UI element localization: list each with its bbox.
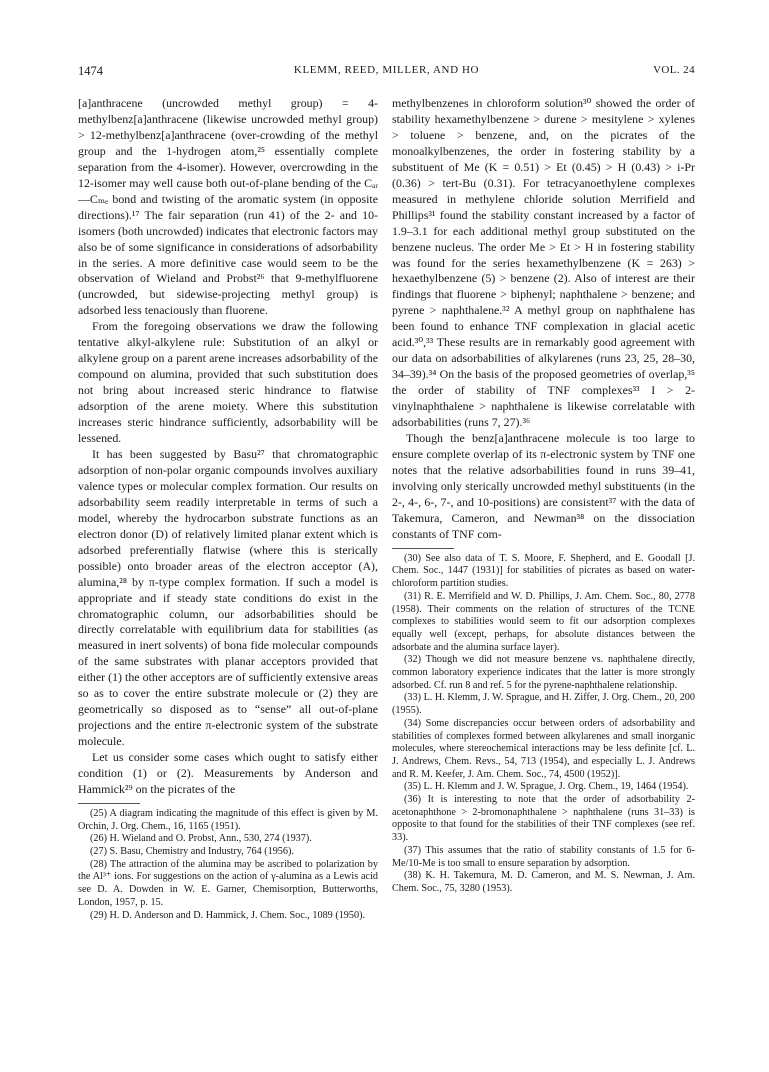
footnote: (33) L. H. Klemm, J. W. Sprague, and H. Ziffer, J. Org. Chem., 20, 200 (1955). xyxy=(392,692,695,717)
running-title: KLEMM, REED, MILLER, AND HO xyxy=(293,64,480,76)
footnote: (37) This assumes that the ratio of stability constants of 1.5 for 6-Me/10-Me is too small to ensure separation by adsorption. xyxy=(392,844,695,869)
body-paragraph: methylbenzenes in chloroform solution³⁰ showed the order of stability hexamethylbenzene > durene > mesitylene > xylenes > toluene > benzene, and, on the picrates of the monoalkylbenzenes, the order in fostering stability by a substituent of Me (K = 0.51) > Et (0.45) > H (0.43) > i-Pr (0.36) > tert-Bu (0.31). For tetracyanoethylene complexes measured in methylene chloride solution Merrifield and Phillips³¹ found the stability constant increased by a factor of 1.9–3.1 for each additional methyl group substituted on the benzene nucleus. The order Me > Et > H in fostering stability was found for the series hexamethylbenzene (K = 263) > hexaethylbenzene (5) > benzene (2). Also of interest are their findings that fluorene > biphenyl; naphthalene > benzene; and pyrene > naphthalene.³² A methyl group on naphthalene has been found to enhance TNF complexation in glacial acetic acid.³⁰,³³ These results are in remarkably good agreement with our data on adsorbabilities of alkylarenes (runs 23, 25, 28–30, 34–39).³⁴ On the basis of the proposed geometries of overlap,³⁵ the order of stability of TNF complexes³³ I > 2-vinylnaphthalene > naphthalene is likewise correlatable with adsorbabilities (runs 7, 27).³⁶ xyxy=(392,96,695,430)
footnote: (30) See also data of T. S. Moore, F. Shepherd, and E. Goodall [J. Chem. Soc., 1447 (1931)] for stabilities of picrates as based on water-chloroform partition studies. xyxy=(392,552,695,590)
body-paragraph: [a]anthracene (uncrowded methyl group) = 4-methylbenz[a]anthracene (likewise uncrowded methyl group) > 12-methylbenz[a]anthracene (over-crowding of the methyl group and the 1-hydrogen atom,²⁵ essentially complete separation from the 4-isomer). However, overcrowding in the 12-isomer may well cause both out-of-plane bending of the Cₐᵣ—Cₘₑ bond and twisting of the aromatic system (in opposite directions).¹⁷ The fair separation (run 41) of the 2- and 10-isomers (both uncrowded) indicates that electronic factors may also be of some significance in considerations of adsorbability in the series. A more definitive case would seem to be the observation of Wieland and Probst²⁶ that 9-methylfluorene (uncrowded, but sidewise-projecting methyl group) is adsorbed less tenaciously than fluorene. xyxy=(78,96,378,318)
footnote-divider xyxy=(392,548,454,549)
footnote: (29) H. D. Anderson and D. Hammick, J. Chem. Soc., 1089 (1950). xyxy=(90,909,366,921)
right-column xyxy=(392,96,695,896)
page-number: 1474 xyxy=(78,64,103,78)
running-header xyxy=(78,64,695,80)
body-paragraph: Though the benz[a]anthracene molecule is too large to ensure complete overlap of its π-electronic system by TNF one notes that the relative adsorbabilities found in runs 39–41, involving only sterically uncrowded methyl substituents (in the 2-, 4-, 6-, 7-, and 10-positions) are consistent³⁷ with the data of Takemura, Cameron, and Newman³⁸ on the dissociation constants of TNF com- xyxy=(392,431,695,541)
footnote: (35) L. H. Klemm and J. W. Sprague, J. Org. Chem., 19, 1464 (1954). xyxy=(404,781,689,793)
footnote: (31) R. E. Merrifield and W. D. Phillips, J. Am. Chem. Soc., 80, 2778 (1958). Their comments on the relation of structures of the TCNE complexes to stabilities would seem to fit our adsorption complexes equally well (except, perhaps, for absolute distances between the adsorbate and the alumina surface layer). xyxy=(392,590,695,653)
footnote: (32) Though we did not measure benzene vs. naphthalene directly, common laboratory experience indicates that the latter is more strongly adsorbed. Cf. run 8 and ref. 5 for the pyrene-naphthalene relationship. xyxy=(392,654,695,691)
footnote: (36) It is interesting to note that the order of adsorbability 2-acetonaphthone > 2-bromonaphthalene > naphthalene (runs 31–33) is opposite to that found for the stabilities of their TNF complexes (see ref. 33). xyxy=(392,794,695,844)
footnote: (25) A diagram indicating the magnitude of this effect is given by M. Orchin, J. Org. Chem., 16, 1165 (1951). xyxy=(78,807,378,832)
footnote: (27) S. Basu, Chemistry and Industry, 764 (1956). xyxy=(90,846,294,858)
body-paragraph: It has been suggested by Basu²⁷ that chromatographic adsorption of non-polar organic compounds involves auxiliary valence types or molecular complex formation. Our results on adsorbability seem readily interpretable in terms of such a model, whereby the hydrocarbon substrate functions as an electron donor (D) of relatively limited planar extent which is adsorbed preferentially flatwise (where this is sterically possible) onto broader areas of the electron acceptor (A), alumina,²⁸ by π-type complex formation. If such a model is appropriate and if steady state conditions do exist in the chromatographic column, our adsorbabilities should be directly correlatable with equilibrium data for stabilities (as measured in inert solvents) of bona fide molecular compounds of the same substrates with planar acceptors provided that either (1) the other acceptors are of sufficiently extensive areas so as to cover the entire substrate molecule or (2) they are geometrically so disposed as to “sense” all out-of-plane projections and the entire π-electronic system of the substrate molecule. xyxy=(78,446,378,749)
footnote: (26) H. Wieland and O. Probst, Ann., 530, 274 (1937). xyxy=(90,833,312,845)
body-paragraph: Let us consider some cases which ought to satisfy either condition (1) or (2). Measurements by Anderson and Hammick²⁹ on the picrates of the xyxy=(78,750,378,796)
right-body-text xyxy=(392,96,695,543)
left-column xyxy=(78,96,378,922)
body-paragraph: From the foregoing observations we draw the following tentative alkyl-alkylene rule: Substitution of an alkyl or alkylene group on a parent arene increases adsorbability of the compound on alumina, provided that such substitution does not bring about increased steric hindrance to flatwise adsorption of the arene moiety. Where this substitution increases steric hindrance sufficiently, adsorbability will be lessened. xyxy=(78,319,378,446)
footnote-divider xyxy=(78,803,140,804)
footnote: (28) The attraction of the alumina may be ascribed to polarization by the Al³⁺ ions. For suggestions on the action of γ-alumina as a Lewis acid see D. A. Dowden in W. E. Garner, Chemisorption, Butterworths, London, 1957, p. 15. xyxy=(78,858,378,908)
footnote: (38) K. H. Takemura, M. D. Cameron, and M. S. Newman, J. Am. Chem. Soc., 75, 3280 (1953). xyxy=(392,870,695,894)
volume-label: VOL. 24 xyxy=(653,64,695,76)
left-footnotes xyxy=(78,808,378,922)
footnote: (34) Some discrepancies occur between orders of adsorbability and stabilities of complexes formed between alkylarenes and small inorganic molecules, where stereochemical interactions may be less definite [cf. L. J. Andrews, Chem. Revs., 54, 713 (1954), and especially L. J. Andrews and R. M. Keefer, J. Am. Chem. Soc., 74, 4500 (1952)]. xyxy=(392,717,695,780)
left-body-text xyxy=(78,96,378,798)
right-footnotes xyxy=(392,553,695,896)
